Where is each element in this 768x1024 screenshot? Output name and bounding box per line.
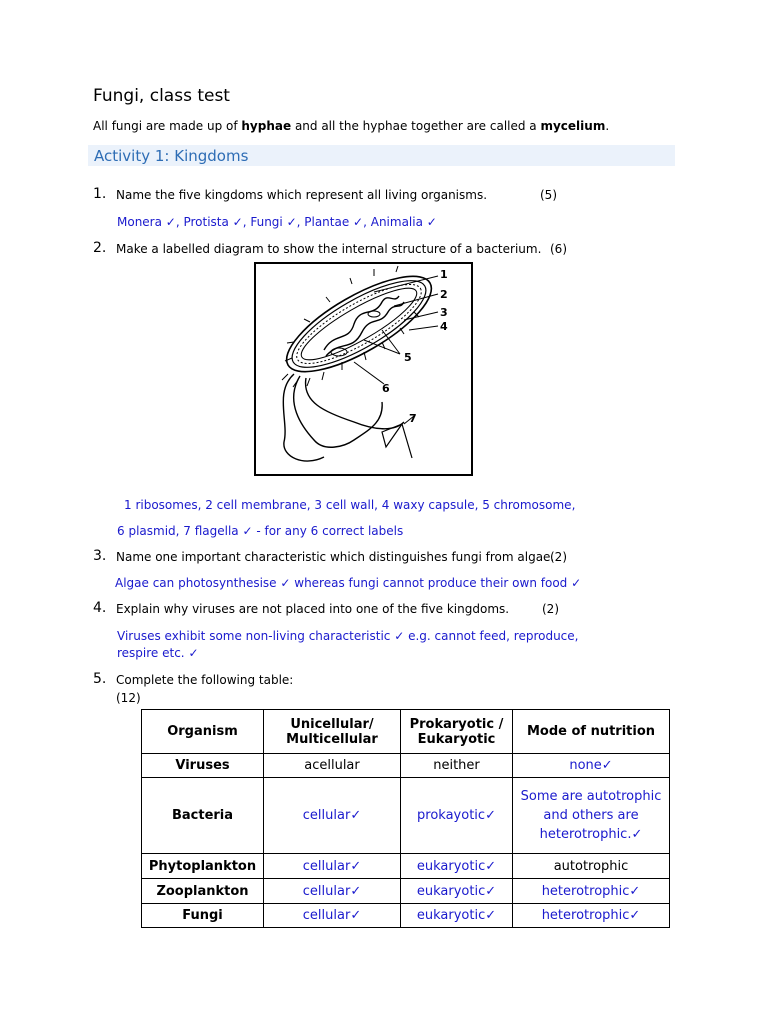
question-marks: (2) xyxy=(550,550,567,564)
diagram-label: 4 xyxy=(440,320,448,333)
table-cell: cellular✓ xyxy=(264,904,401,928)
bacterium-diagram xyxy=(254,262,473,476)
table-row xyxy=(142,778,670,854)
intro-bold-hyphae: hyphae xyxy=(241,119,292,133)
table-cell: cellular✓ xyxy=(264,778,401,854)
table-cell: heterotrophic✓ xyxy=(513,904,670,928)
intro-post: . xyxy=(605,119,610,133)
table-header: Mode of nutrition xyxy=(513,710,670,754)
answer-line: 6 plasmid, 7 flagella ✓ - for any 6 correct labels xyxy=(117,524,404,538)
question-text: Complete the following table: xyxy=(116,673,294,687)
table-cell: prokayotic✓ xyxy=(401,778,513,854)
table-cell: eukaryotic✓ xyxy=(401,879,513,904)
nutrition-table xyxy=(141,709,670,928)
intro-mid: and all the hyphae together are called a xyxy=(291,119,541,133)
question-text: Make a labelled diagram to show the internal structure of a bacterium. xyxy=(116,242,542,256)
answer-line: respire etc. ✓ xyxy=(117,646,199,660)
diagram-label: 1 xyxy=(440,268,448,281)
diagram-label: 5 xyxy=(404,351,412,364)
table-cell: eukaryotic✓ xyxy=(401,904,513,928)
table-cell: Bacteria xyxy=(142,778,264,854)
table-header-row xyxy=(142,710,670,754)
diagram-label: 7 xyxy=(409,412,417,425)
question-number: 5. xyxy=(93,671,107,687)
table-cell: neither xyxy=(401,754,513,778)
table-cell: heterotrophic✓ xyxy=(513,879,670,904)
question-text: Explain why viruses are not placed into one of the five kingdoms. xyxy=(116,602,510,616)
question-marks: (2) xyxy=(542,602,559,616)
answer-line: Monera ✓, Protista ✓, Fungi ✓, Plantae ✓, Animalia ✓ xyxy=(117,215,437,229)
table-cell: Fungi xyxy=(142,904,264,928)
diagram-label: 3 xyxy=(440,306,448,319)
table-cell: acellular xyxy=(264,754,401,778)
table-header: Unicellular/ Multicellular xyxy=(264,710,401,754)
question-number: 2. xyxy=(93,240,107,256)
question-marks: (6) xyxy=(550,242,567,256)
table-row xyxy=(142,854,670,879)
table-cell: autotrophic xyxy=(513,854,670,879)
question-number: 1. xyxy=(93,186,107,202)
activity-heading: Activity 1: Kingdoms xyxy=(94,147,249,165)
table-header: Prokaryotic / Eukaryotic xyxy=(401,710,513,754)
question-number: 4. xyxy=(93,600,107,616)
table-cell: Phytoplankton xyxy=(142,854,264,879)
question-text: Name one important characteristic which distinguishes fungi from algae. xyxy=(116,550,555,564)
table-row xyxy=(142,754,670,778)
table-row xyxy=(142,879,670,904)
diagram-label: 6 xyxy=(382,382,390,395)
question-number: 3. xyxy=(93,548,107,564)
table-cell: eukaryotic✓ xyxy=(401,854,513,879)
table-cell: cellular✓ xyxy=(264,854,401,879)
intro-bold-mycelium: mycelium xyxy=(540,119,606,133)
table-cell: Viruses xyxy=(142,754,264,778)
table-cell: Some are autotrophic and others are heterotrophic.✓ xyxy=(513,778,670,854)
table-cell: cellular✓ xyxy=(264,879,401,904)
table-cell: Zooplankton xyxy=(142,879,264,904)
question-marks: (12) xyxy=(116,691,141,705)
answer-line: Algae can photosynthesise ✓ whereas fungi cannot produce their own food ✓ xyxy=(115,576,582,590)
table-row xyxy=(142,904,670,928)
answer-line: Viruses exhibit some non-living characteristic ✓ e.g. cannot feed, reproduce, xyxy=(117,629,579,643)
question-text: Name the five kingdoms which represent all living organisms. xyxy=(116,188,488,202)
diagram-label: 2 xyxy=(440,288,448,301)
table-header: Organism xyxy=(142,710,264,754)
intro-text xyxy=(93,119,609,133)
table-cell: none✓ xyxy=(513,754,670,778)
answer-line: 1 ribosomes, 2 cell membrane, 3 cell wall, 4 waxy capsule, 5 chromosome, xyxy=(124,498,576,512)
intro-pre: All fungi are made up of xyxy=(93,119,242,133)
page-title: Fungi, class test xyxy=(93,86,230,106)
question-marks: (5) xyxy=(540,188,557,202)
